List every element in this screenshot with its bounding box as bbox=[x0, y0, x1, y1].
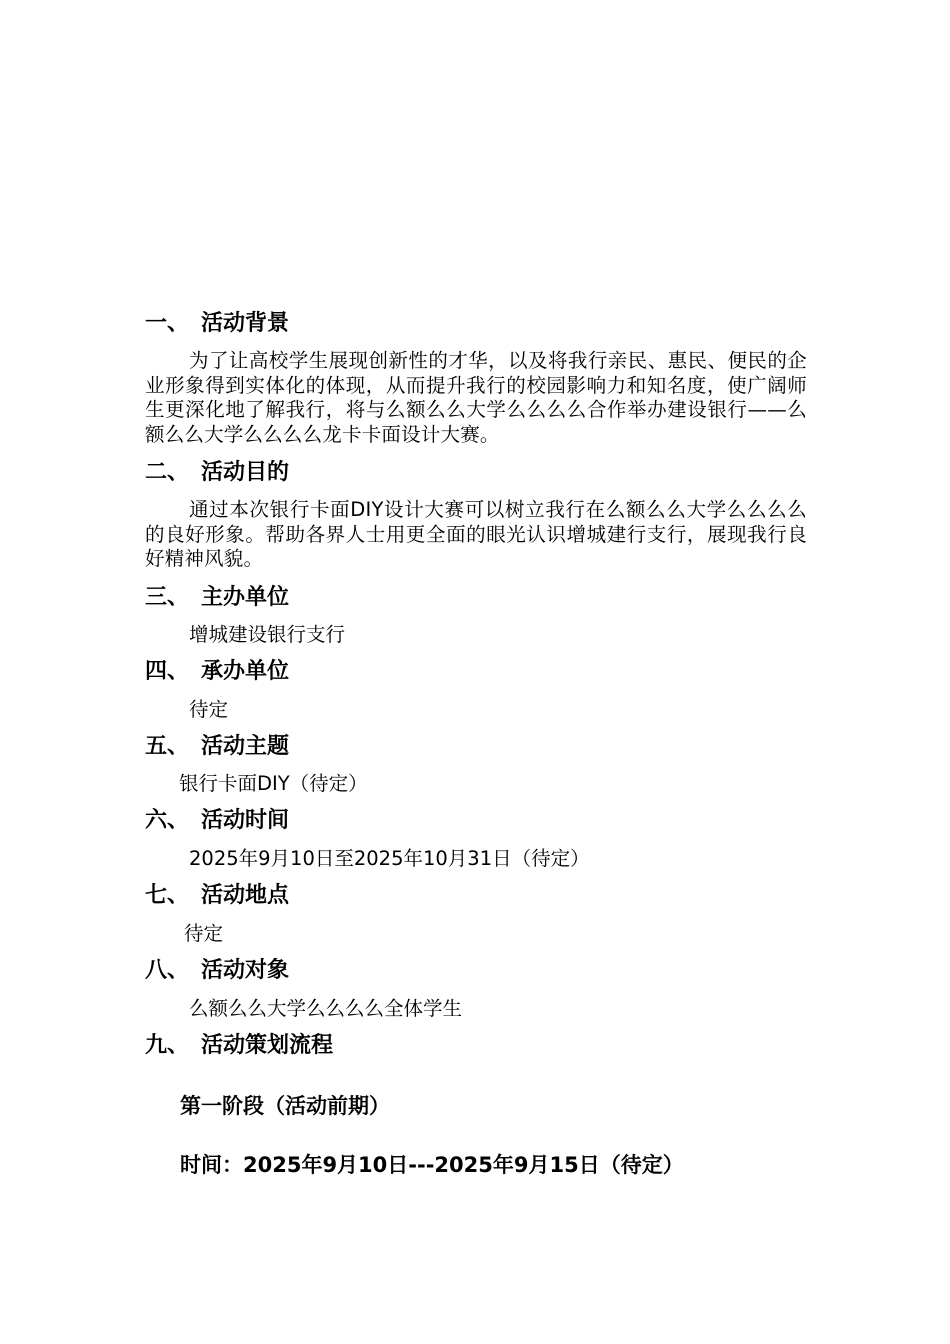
section-title: 活动对象 bbox=[201, 958, 290, 983]
section-number: 七、 bbox=[145, 883, 190, 908]
section-heading-time bbox=[145, 806, 289, 836]
section-title: 活动主题 bbox=[201, 734, 290, 759]
section-body-background: 为了让高校学生展现创新性的才华，以及将我行亲民、惠民、便民的企业形象得到实体化的体现，从而提升我行的校园影响力和知名度，使广阔师生更深化地了解我行，将与么额么么大学么么么么合作举办建设银行——么额么么大学么么么么龙卡卡面设计大赛。 bbox=[145, 349, 807, 446]
section-number: 二、 bbox=[145, 460, 190, 485]
section-heading-process bbox=[145, 1031, 333, 1061]
section-body-location: 待定 bbox=[184, 922, 224, 945]
section-title: 活动地点 bbox=[201, 883, 290, 908]
section-number: 五、 bbox=[145, 734, 190, 759]
section-title: 活动背景 bbox=[201, 311, 290, 336]
section-title: 主办单位 bbox=[201, 585, 290, 610]
section-title: 活动目的 bbox=[201, 460, 290, 485]
section-number: 四、 bbox=[145, 659, 190, 684]
section-body-purpose: 通过本次银行卡面DIY设计大赛可以树立我行在么额么么大学么么么么的良好形象。帮助各界人士用更全面的眼光认识增城建行支行，展现我行良好精神风貌。 bbox=[145, 498, 807, 570]
section-title: 承办单位 bbox=[201, 659, 290, 684]
section-number: 三、 bbox=[145, 585, 190, 610]
section-heading-organizer bbox=[145, 657, 289, 687]
section-body-host: 增城建设银行支行 bbox=[189, 623, 346, 646]
section-number: 一、 bbox=[145, 311, 190, 336]
section-heading-host bbox=[145, 583, 289, 613]
phase-title: 第一阶段（活动前期） bbox=[180, 1094, 390, 1118]
section-heading-location bbox=[145, 881, 289, 911]
phase-time: 时间：2025年9月10日---2025年9月15日（待定） bbox=[180, 1153, 684, 1177]
section-heading-theme bbox=[145, 732, 289, 762]
section-heading-audience bbox=[145, 956, 289, 986]
section-heading-background bbox=[145, 309, 289, 339]
section-body-theme: 银行卡面DIY（待定） bbox=[179, 772, 368, 795]
section-number: 六、 bbox=[145, 808, 190, 833]
section-body-organizer: 待定 bbox=[189, 698, 229, 721]
section-body-audience: 么额么么大学么么么么全体学生 bbox=[189, 997, 463, 1020]
section-title: 活动时间 bbox=[201, 808, 290, 833]
section-heading-purpose bbox=[145, 458, 289, 488]
section-number: 八、 bbox=[145, 958, 190, 983]
section-body-time: 2025年9月10日至2025年10月31日（待定） bbox=[189, 847, 590, 870]
section-number: 九、 bbox=[145, 1033, 190, 1058]
section-title: 活动策划流程 bbox=[201, 1033, 334, 1058]
